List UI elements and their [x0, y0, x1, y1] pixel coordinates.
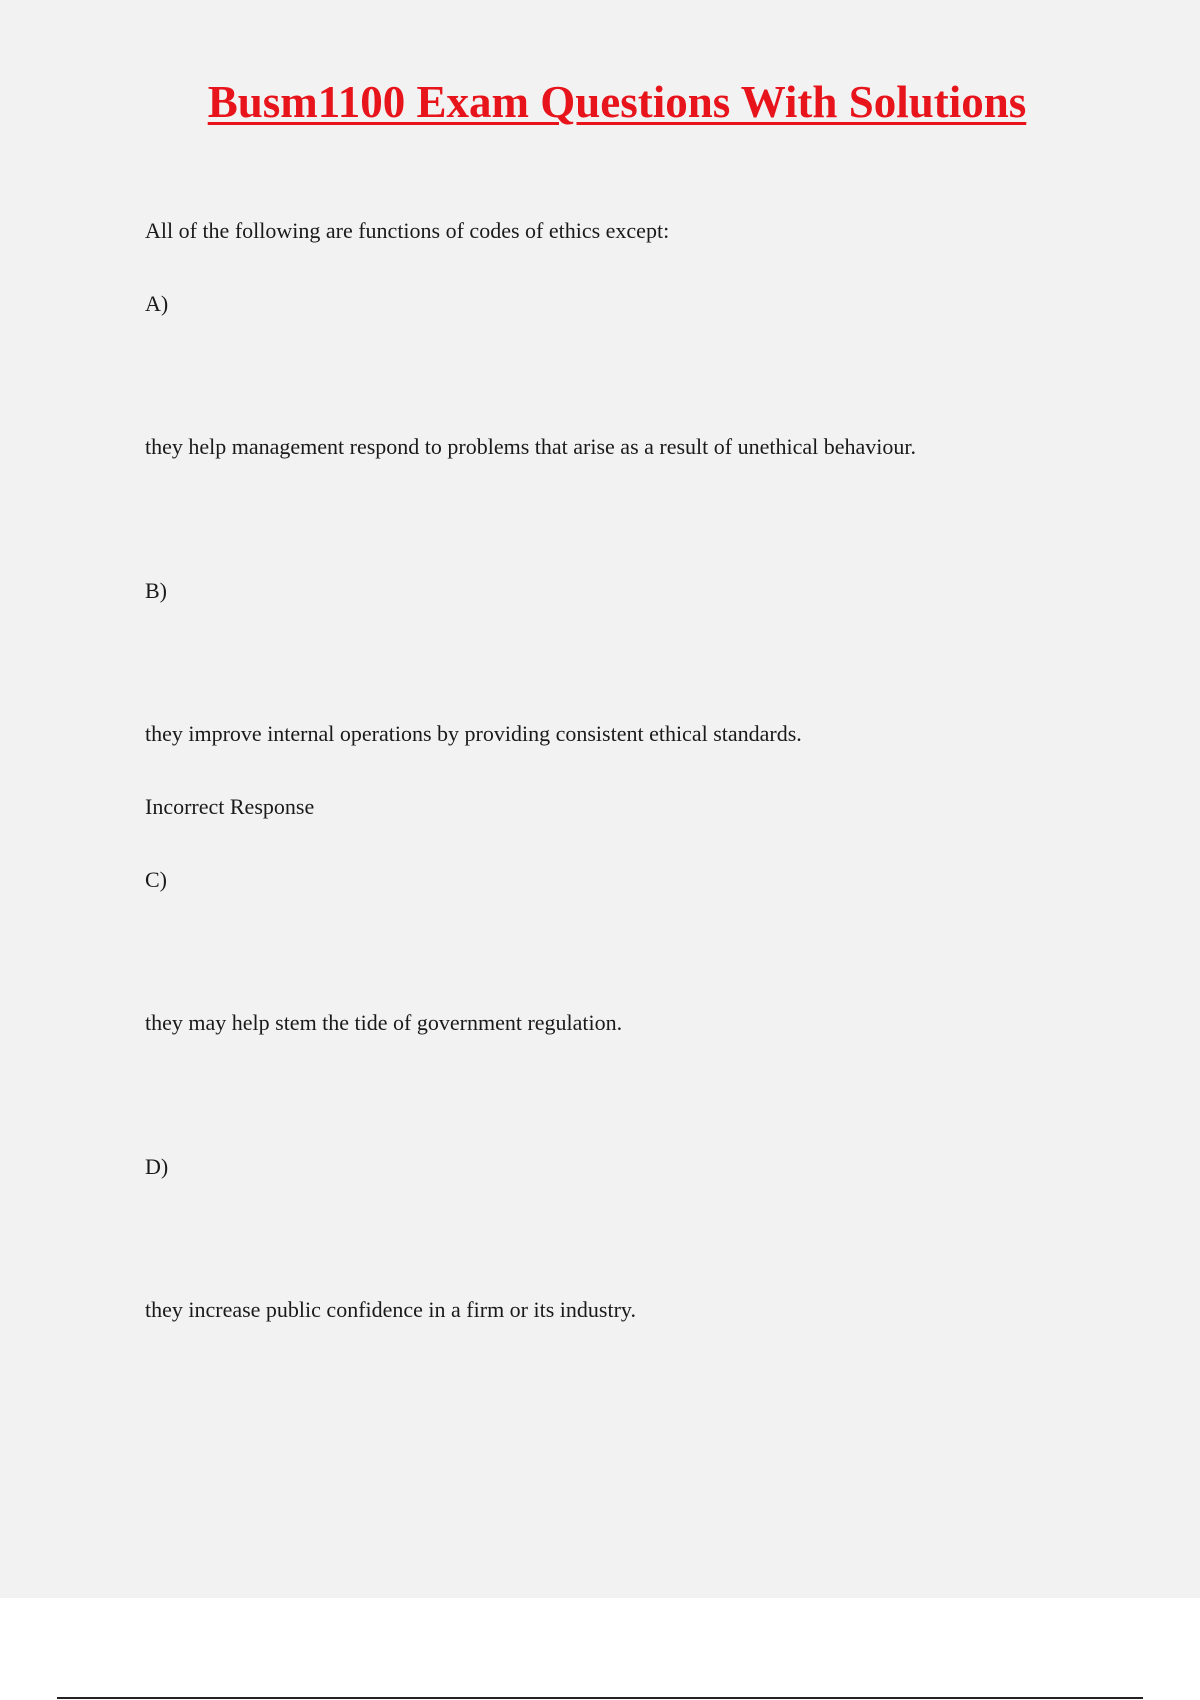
question-text: All of the following are functions of codes of ethics except: — [145, 218, 670, 243]
document-title: Busm1100 Exam Questions With Solutions — [207, 77, 1027, 127]
option-b-text: they improve internal operations by providing consistent ethical standards. — [145, 721, 802, 746]
option-d-text: they increase public confidence in a firm or its industry. — [145, 1297, 636, 1322]
option-b-label: B) — [145, 578, 167, 603]
option-d-label: D) — [145, 1154, 169, 1179]
option-a-label: A) — [145, 291, 169, 316]
footer-divider — [57, 1697, 1143, 1699]
option-c-text: they may help stem the tide of government regulation. — [145, 1010, 623, 1035]
option-b-feedback: Incorrect Response — [145, 794, 315, 819]
option-a-text: they help management respond to problems that arise as a result of unethical behaviour. — [145, 434, 916, 459]
option-c-label: C) — [145, 867, 167, 892]
